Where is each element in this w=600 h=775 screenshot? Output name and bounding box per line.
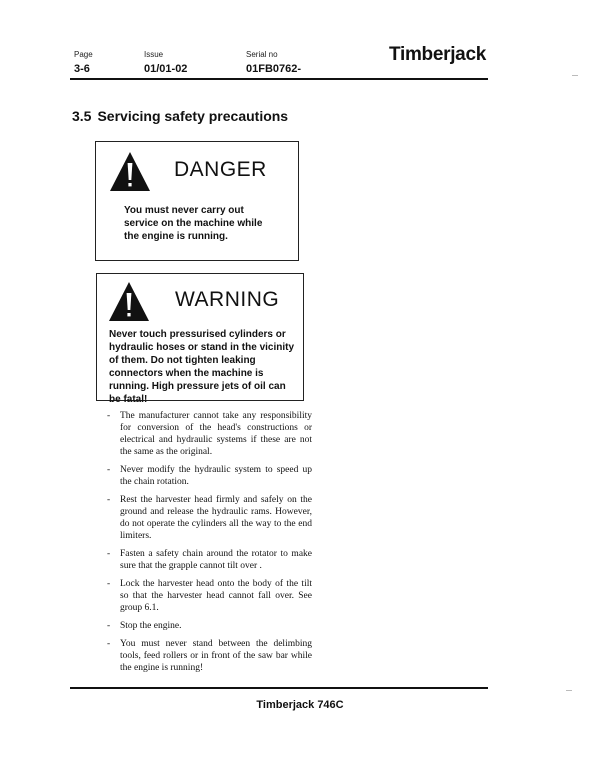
list-item	[107, 548, 312, 572]
bullet-marker: -	[107, 639, 111, 649]
list-item	[107, 620, 312, 632]
page-label: Page	[74, 50, 93, 59]
list-item	[107, 494, 312, 542]
precautions-list	[107, 410, 312, 680]
section-number: 3.5	[72, 108, 92, 124]
bullet-marker: -	[107, 549, 111, 559]
list-item	[107, 638, 312, 674]
warning-title: WARNING	[175, 288, 280, 311]
list-item-text: Lock the harvester head onto the body of the tilt so that the harvester head cannot fall over. See group 6.1.	[120, 579, 312, 613]
section-title: Servicing safety precautions	[97, 108, 289, 124]
issue-label: Issue	[144, 50, 164, 59]
list-item-text: Rest the harvester head firmly and safely on the ground and release the hydraulic rams. However, do not operate the cylinders all the way to the end limiters.	[120, 495, 312, 541]
bullet-marker: -	[107, 465, 111, 475]
scan-artifact	[566, 690, 572, 691]
header-page	[74, 50, 93, 75]
danger-text: You must never carry out service on the machine while the engine is running.	[124, 205, 263, 242]
bullet-marker: -	[107, 621, 111, 631]
list-item-text: The manufacturer cannot take any responsibility for conversion of the head's constructions or electrical and hydraulic systems if these are not the same as the original.	[120, 411, 312, 457]
warning-box	[96, 273, 304, 405]
issue-date: 01/01-02	[144, 63, 188, 75]
danger-box	[95, 141, 299, 261]
warning-triangle-icon	[107, 280, 151, 324]
list-item-text: Never modify the hydraulic system to speed up the chain rotation.	[120, 465, 312, 487]
list-item-text: Stop the engine.	[120, 621, 182, 631]
scan-artifact	[572, 75, 578, 76]
bullet-marker: -	[107, 579, 111, 589]
footer-model: Timberjack 746C	[256, 699, 344, 711]
footer-divider	[70, 687, 488, 689]
list-item-text: Fasten a safety chain around the rotator to make sure that the grapple cannot tilt over .	[120, 549, 312, 571]
page-number: 3-6	[74, 63, 90, 75]
danger-title: DANGER	[174, 158, 267, 181]
serial-number: 01FB0762-	[246, 63, 302, 75]
bullet-marker: -	[107, 495, 111, 505]
header-issue	[144, 50, 187, 75]
section-heading	[72, 108, 288, 124]
header-serial	[246, 50, 301, 75]
list-item-text: You must never stand between the delimbing tools, feed rollers or in front of the saw bar while the engine is running!	[120, 639, 312, 673]
warning-triangle-icon	[108, 150, 152, 194]
list-item	[107, 578, 312, 614]
header-divider	[70, 78, 488, 80]
bullet-marker: -	[107, 411, 111, 421]
list-item	[107, 464, 312, 488]
list-item	[107, 410, 312, 458]
warning-text: Never touch pressurised cylinders or hydraulic hoses or stand in the vicinity of them. Do not tighten leaking connectors when the machine is running. High pressure jets of oil can be fatal!	[109, 329, 295, 405]
brand-logo: Timberjack	[389, 44, 486, 65]
serial-label: Serial no	[246, 50, 278, 59]
